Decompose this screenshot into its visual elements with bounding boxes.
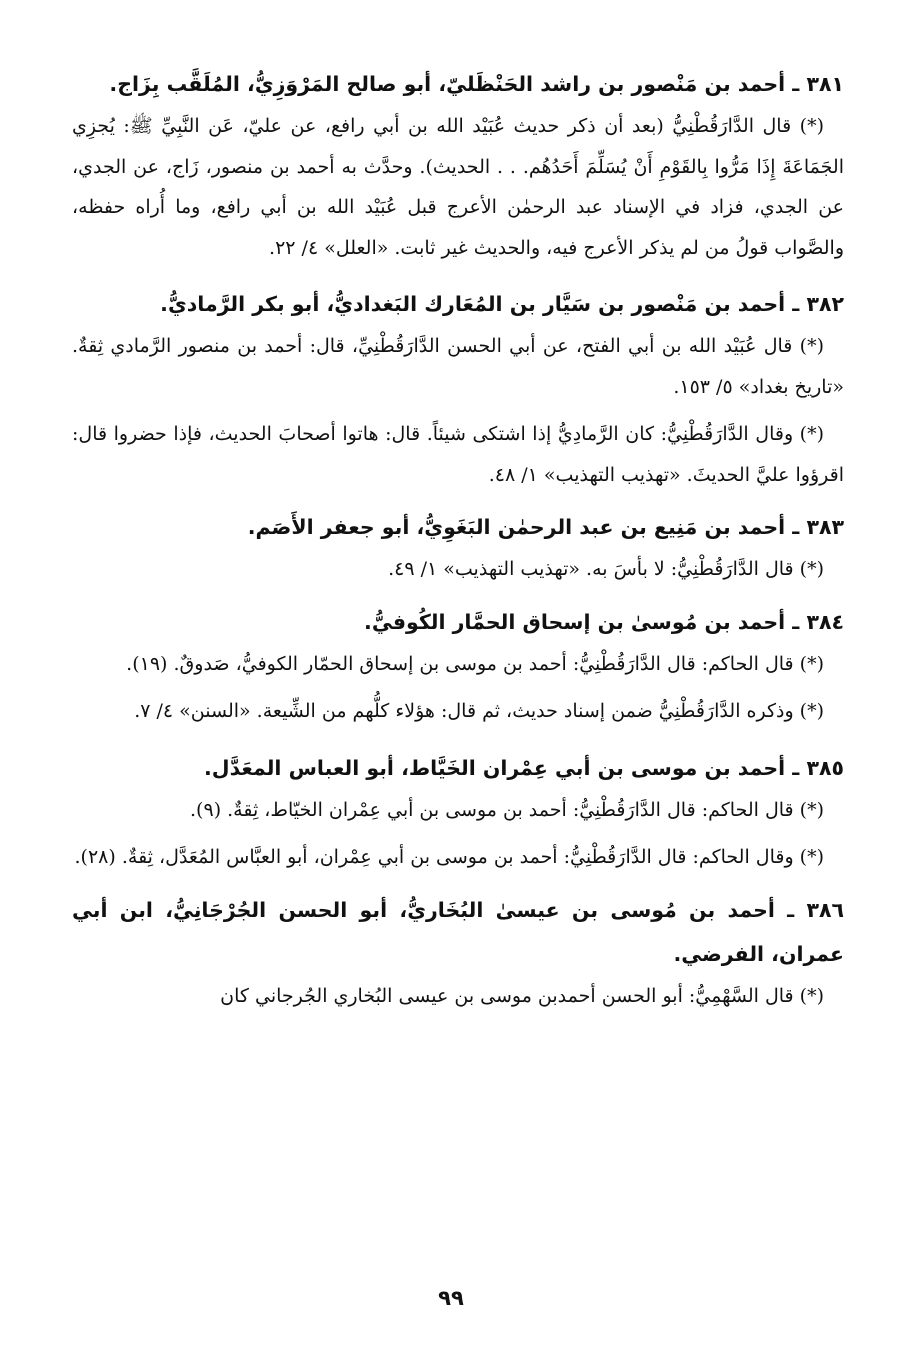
entry-383	[72, 505, 844, 594]
entry-heading: ٣٨١ ـ أحمد بن مَنْصور بن راشد الحَنْظَليّ، أبو صالح المَرْوَزِيُّ، المُلَقَّب بِزَاج.	[109, 72, 844, 96]
entry-382	[72, 282, 844, 499]
entry-heading: ٣٨٣ ـ أحمد بن مَنِيع بن عبد الرحمٰن البَغَوِيُّ، أبو جعفر الأَصَم.	[247, 515, 844, 539]
page-number: ٩٩	[438, 1286, 464, 1310]
page-body	[72, 62, 844, 1020]
entry-heading: ٣٨٦ ـ أحمد بن مُوسى بن عيسىٰ البُخَاريُّ، أبو الحسن الجُرْجَانِيُّ، ابن أبي عمران، الفرضي.	[72, 897, 844, 966]
entry-paragraph: (*) وذكره الدَّارَقُطْنِيُّ ضمن إسناد حديث، ثم قال: هؤلاء كلُّهم من الشِّيعة. «السنن» ٤/ ٧.	[134, 700, 824, 722]
entry-386	[72, 888, 844, 1021]
entry-paragraph: (*) وقال الحاكم: قال الدَّارَقُطْنِيُّ: أحمد بن موسى بن أبي عِمْران، أبو العبَّاس المُعَدَّل، ثِقةٌ. (٢٨).	[74, 846, 824, 868]
entry-paragraph: (*) قال الدَّارَقُطْنِيُّ: لا بأسَ به. «تهذيب التهذيب» ١/ ٤٩.	[388, 558, 824, 580]
entry-paragraph: (*) قال الحاكم: قال الدَّارَقُطْنِيُّ: أحمد بن موسى بن أبي عِمْران الخيّاط، ثِقةٌ. (٩).	[190, 798, 824, 821]
entry-paragraph: (*) قال الحاكم: قال الدَّارَقُطْنِيُّ: أحمد بن موسى بن إسحاق الحمّار الكوفيُّ، صَدوقٌ. (١٩).	[126, 652, 824, 675]
entry-paragraph: (*) وقال الدَّارَقُطْنِيُّ: كان الرَّمادِيُّ إذا اشتكى شيئاً. قال: هاتوا أصحابَ الحديث، فإذا حضروا قال: اقرؤوا عليَّ الحديثَ. «تهذيب التهذيب» ١/ ٤٨.	[72, 423, 844, 486]
entry-paragraph: (*) قال السَّهْمِيُّ: أبو الحسن أحمدبن موسى بن عيسى البُخاري الجُرجاني كان	[220, 984, 824, 1007]
entry-paragraph: (*) قال عُبَيْد الله بن أبي الفتح، عن أبي الحسن الدَّارَقُطْنِيِّ، قال: أحمد بن منصور الرَّمادي ثِقةٌ. «تاريخ بغداد» ٥/ ١٥٣.	[72, 335, 844, 398]
entry-heading: ٣٨٥ ـ أحمد بن موسى بن أبي عِمْران الخَيَّاط، أبو العباس المعَدَّل.	[204, 755, 844, 780]
entry-heading: ٣٨٢ ـ أحمد بن مَنْصور بن سَيَّار بن المُعَارك البَغداديُّ، أبو بكر الرَّماديُّ.	[160, 292, 844, 316]
entry-heading: ٣٨٤ ـ أحمد بن مُوسىٰ بن إسحاق الحمَّار الكُوفيُّ.	[364, 609, 844, 634]
entry-385	[72, 746, 844, 882]
entry-381	[72, 62, 844, 272]
entry-384	[72, 600, 844, 736]
entry-paragraph: (*) قال الدَّارَقُطْنِيُّ (بعد أن ذكر حديث عُبَيْد الله بن أبي رافع، عن عليّ، عَن النَّبِيِّ ﷺ: يُجزِي الجَمَاعَةَ إِذَا مَرُّوا بِالقَوْمِ أَنْ يُسَلِّمَ أَحَدُهُم. . . الحديث). وحدَّث به أحمد بن منصور، زَاج، عن الجدي، عن الجدي، فزاد في الإسناد عبد الرحمٰن الأعرج قبل عُبَيْد الله بن أبي رافع، وما أُراه حفظه، والصَّواب قولُ من لم يذكر الأعرج فيه، والحديث غير ثابت. «العلل» ٤/ ٢٢.	[72, 115, 844, 259]
